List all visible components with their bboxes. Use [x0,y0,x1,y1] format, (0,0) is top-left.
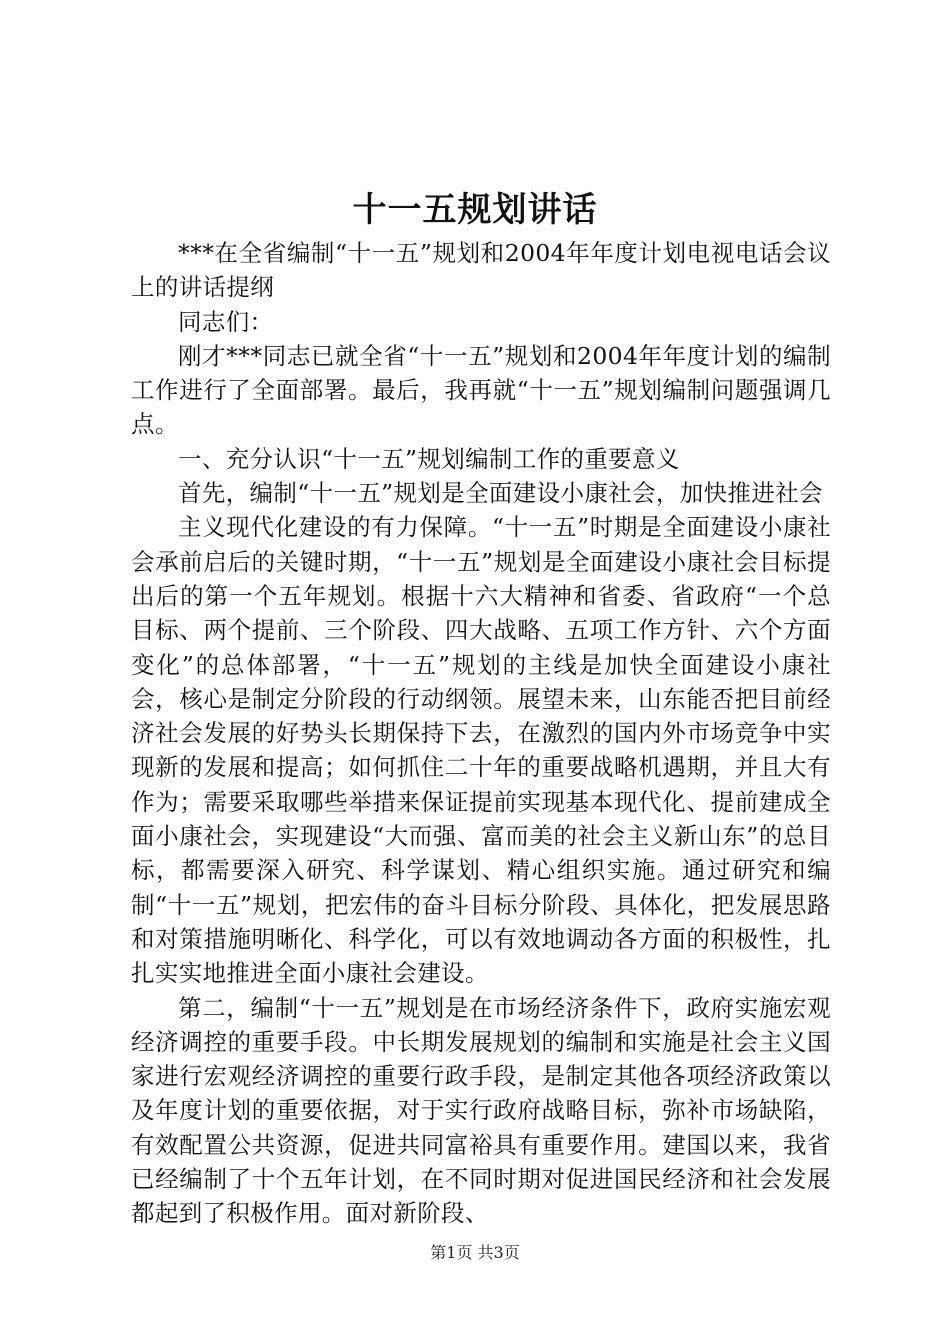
page-footer: 第1页 共3页 [430,1243,520,1262]
document-title: 十一五规划讲话 [352,190,598,230]
paragraph-first-point-continued: 主义现代化建设的有力保障。“十一五”时期是全面建设小康社会承前启后的关键时期，“十一五”规划是全面建设小康社会目标提出后的第一个五年规划。根据十六大精神和省委、省政府“一个总目标、两个提前、三个阶段、四大战略、五项工作方针、六个方面变化”的总体部署，“十一五”规划的主线是加快全面建设小康社会，核心是制定分阶段的行动纲领。展望未来，山东能否把目前经济社会发展的好势头长期保持下去，在激烈的国内外市场竞争中实现新的发展和提高；如何抓住二十年的重要战略机遇期，并且大有作为；需要采取哪些举措来保证提前实现基本现代化、提前建成全面小康社会，实现建设“大而强、富而美的社会主义新山东”的总目标，都需要深入研究、科学谋划、精心组织实施。通过研究和编制“十一五”规划，把宏伟的奋斗目标分阶段、具体化，把发展思路和对策措施明晰化、科学化，可以有效地调动各方面的积极性，扎扎实实地推进全面小康社会建设。 [131,513,831,988]
paragraph-subtitle: ***在全省编制“十一五”规划和2004年年度计划电视电话会议上的讲话提纲 [131,239,831,302]
paragraph-first-point: 首先，编制“十一五”规划是全面建设小康社会，加快推进社会 [178,479,823,508]
section-heading-1: 一、充分认识“十一五”规划编制工作的重要意义 [178,444,680,473]
paragraph-salutation: 同志们： [178,307,274,336]
document-body [131,236,831,1231]
paragraph-second-point: 第二，编制“十一五”规划是在市场经济条件下，政府实施宏观经济调控的重要手段。中长期发展规划的编制和实施是社会主义国家进行宏观经济调控的重要行政手段，是制定其他各项经济政策以及年度计划的重要依据，对于实行政府战略目标，弥补市场缺陷，有效配置公共资源，促进共同富裕具有重要作用。建国以来，我省已经编制了十个五年计划，在不同时期对促进国民经济和社会发展都起到了积极作用。面对新阶段、 [131,993,831,1228]
paragraph-intro: 刚才***同志已就全省“十一五”规划和2004年年度计划的编制工作进行了全面部署。最后，我再就“十一五”规划编制问题强调几点。 [131,341,831,439]
